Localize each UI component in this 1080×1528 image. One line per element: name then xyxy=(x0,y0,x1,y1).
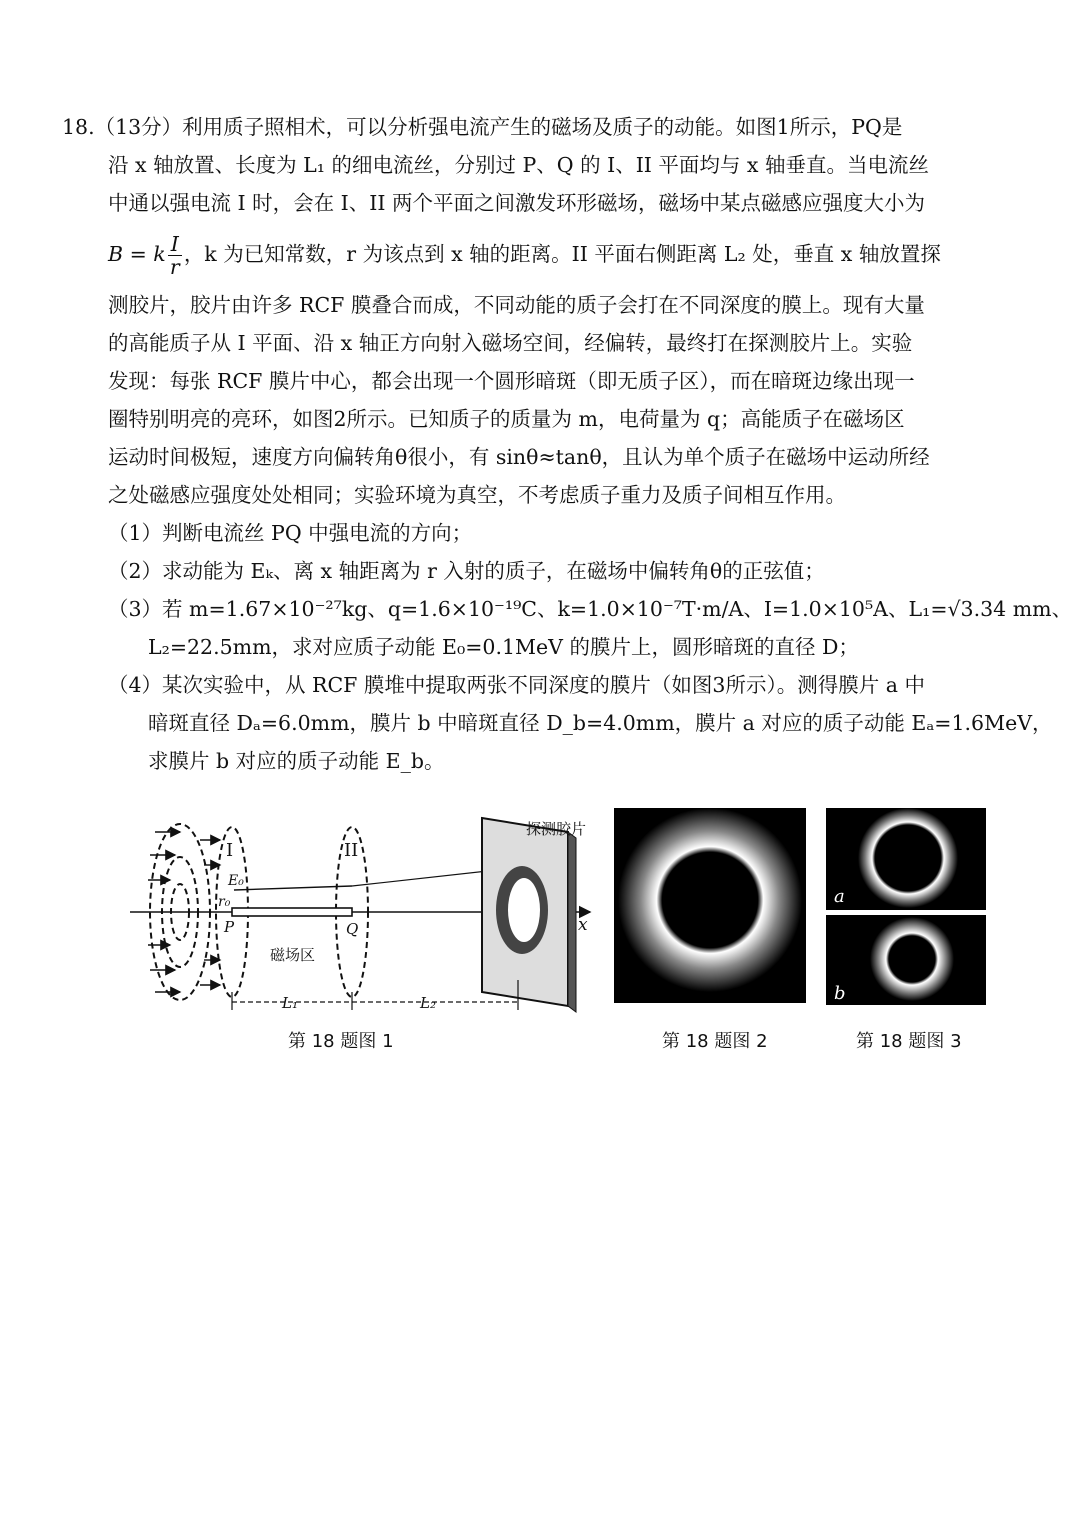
P-label: P xyxy=(224,918,235,936)
dark-spot xyxy=(664,854,756,946)
film-b-label: b xyxy=(834,983,846,1004)
problem-line-1: 18.（13分）利用质子照相术，可以分析强电流产生的磁场及质子的动能。如图1所示，PQ是 xyxy=(62,115,903,139)
figure-1-caption: 第 18 题图 1 xyxy=(288,1031,394,1052)
figure-3-panel-b xyxy=(826,915,986,1005)
question-2: （2）求动能为 Eₖ、离 x 轴距离为 r 入射的质子，在磁场中偏转角θ的正弦值； xyxy=(108,559,825,583)
question-4b: 暗斑直径 Dₐ=6.0mm，膜片 b 中暗斑直径 D_b=4.0mm，膜片 a 对应的质子动能 Eₐ=1.6MeV， xyxy=(148,711,1053,735)
formula-prefix: B = k xyxy=(108,242,166,266)
question-4c: 求膜片 b 对应的质子动能 E_b。 xyxy=(148,749,445,773)
problem-line-9: 运动时间极短，速度方向偏转角θ很小，有 sinθ≈tanθ，且认为单个质子在磁场中运动所经 xyxy=(108,445,930,469)
figure-1-diagram xyxy=(120,810,610,1020)
figure-2-caption: 第 18 题图 2 xyxy=(662,1031,768,1052)
formula-numerator: I xyxy=(168,233,182,256)
dark-spot-b xyxy=(889,936,935,982)
figure-2-panel xyxy=(614,808,806,1003)
x-axis-label: x xyxy=(578,915,588,935)
plane-I-label: I xyxy=(226,840,234,861)
question-3a: （3）若 m=1.67×10⁻²⁷kg、q=1.6×10⁻¹⁹C、k=1.0×10⁻⁷T·m/A、I=1.0×10⁵A、L₁=√3.34 mm、 xyxy=(108,597,1073,621)
field-region-label: 磁场区 xyxy=(270,946,316,964)
current-wire xyxy=(232,908,352,916)
formula-fraction xyxy=(168,233,182,278)
proton-path-1 xyxy=(234,886,352,890)
problem-18 xyxy=(62,108,1073,780)
detector-film xyxy=(482,818,576,1012)
figures-area xyxy=(0,805,1080,1065)
plane-II-label: II xyxy=(344,840,359,861)
film-a-label: a xyxy=(834,886,845,907)
figure-3-caption: 第 18 题图 3 xyxy=(856,1031,962,1052)
formula-suffix: ，k 为已知常数，r 为该点到 x 轴的距离。II 平面右侧距离 L₂ 处，垂直 x 轴放置探 xyxy=(183,242,941,266)
formula-line xyxy=(62,222,992,286)
problem-line-8: 圈特别明亮的亮环，如图2所示。已知质子的质量为 m，电荷量为 q；高能质子在磁场区 xyxy=(108,407,905,431)
E0-label: E₀ xyxy=(228,873,244,889)
problem-line-7: 发现：每张 RCF 膜片中心，都会出现一个圆形暗斑（即无质子区），而在暗斑边缘出现一 xyxy=(108,369,915,393)
problem-line-10: 之处磁感应强度处处相同；实验环境为真空，不考虑质子重力及质子间相互作用。 xyxy=(108,483,846,507)
question-4a: （4）某次实验中，从 RCF 膜堆中提取两张不同深度的膜片（如图3所示）。测得膜片 a 中 xyxy=(108,673,925,697)
Q-label: Q xyxy=(346,920,359,938)
L1-label: L₁ xyxy=(282,994,298,1012)
problem-line-5: 测胶片，胶片由许多 RCF 膜叠合而成，不同动能的质子会打在不同深度的膜上。现有大量 xyxy=(108,293,925,317)
figure-3-panel-a xyxy=(826,808,986,910)
problem-line-6: 的高能质子从 I 平面、沿 x 轴正方向射入磁场空间，经偏转，最终打在探测胶片上。实验 xyxy=(108,331,913,355)
formula-denominator: r xyxy=(169,255,180,279)
problem-line-3: 中通以强电流 I 时，会在 I、II 两个平面之间激发环形磁场，磁场中某点磁感应强度大小为 xyxy=(108,191,925,215)
detector-film-label: 探测胶片 xyxy=(526,820,587,838)
dark-spot-a xyxy=(875,825,941,891)
question-1: （1）判断电流丝 PQ 中强电流的方向； xyxy=(108,521,473,545)
problem-line-2: 沿 x 轴放置、长度为 L₁ 的细电流丝，分别过 P、Q 的 I、II 平面均与 x 轴垂直。当电流丝 xyxy=(108,153,930,177)
r0-label: r₀ xyxy=(218,894,231,910)
L2-label: L₂ xyxy=(420,994,436,1012)
question-3b: L₂=22.5mm，求对应质子动能 E₀=0.1MeV 的膜片上，圆形暗斑的直径 D； xyxy=(148,635,859,659)
